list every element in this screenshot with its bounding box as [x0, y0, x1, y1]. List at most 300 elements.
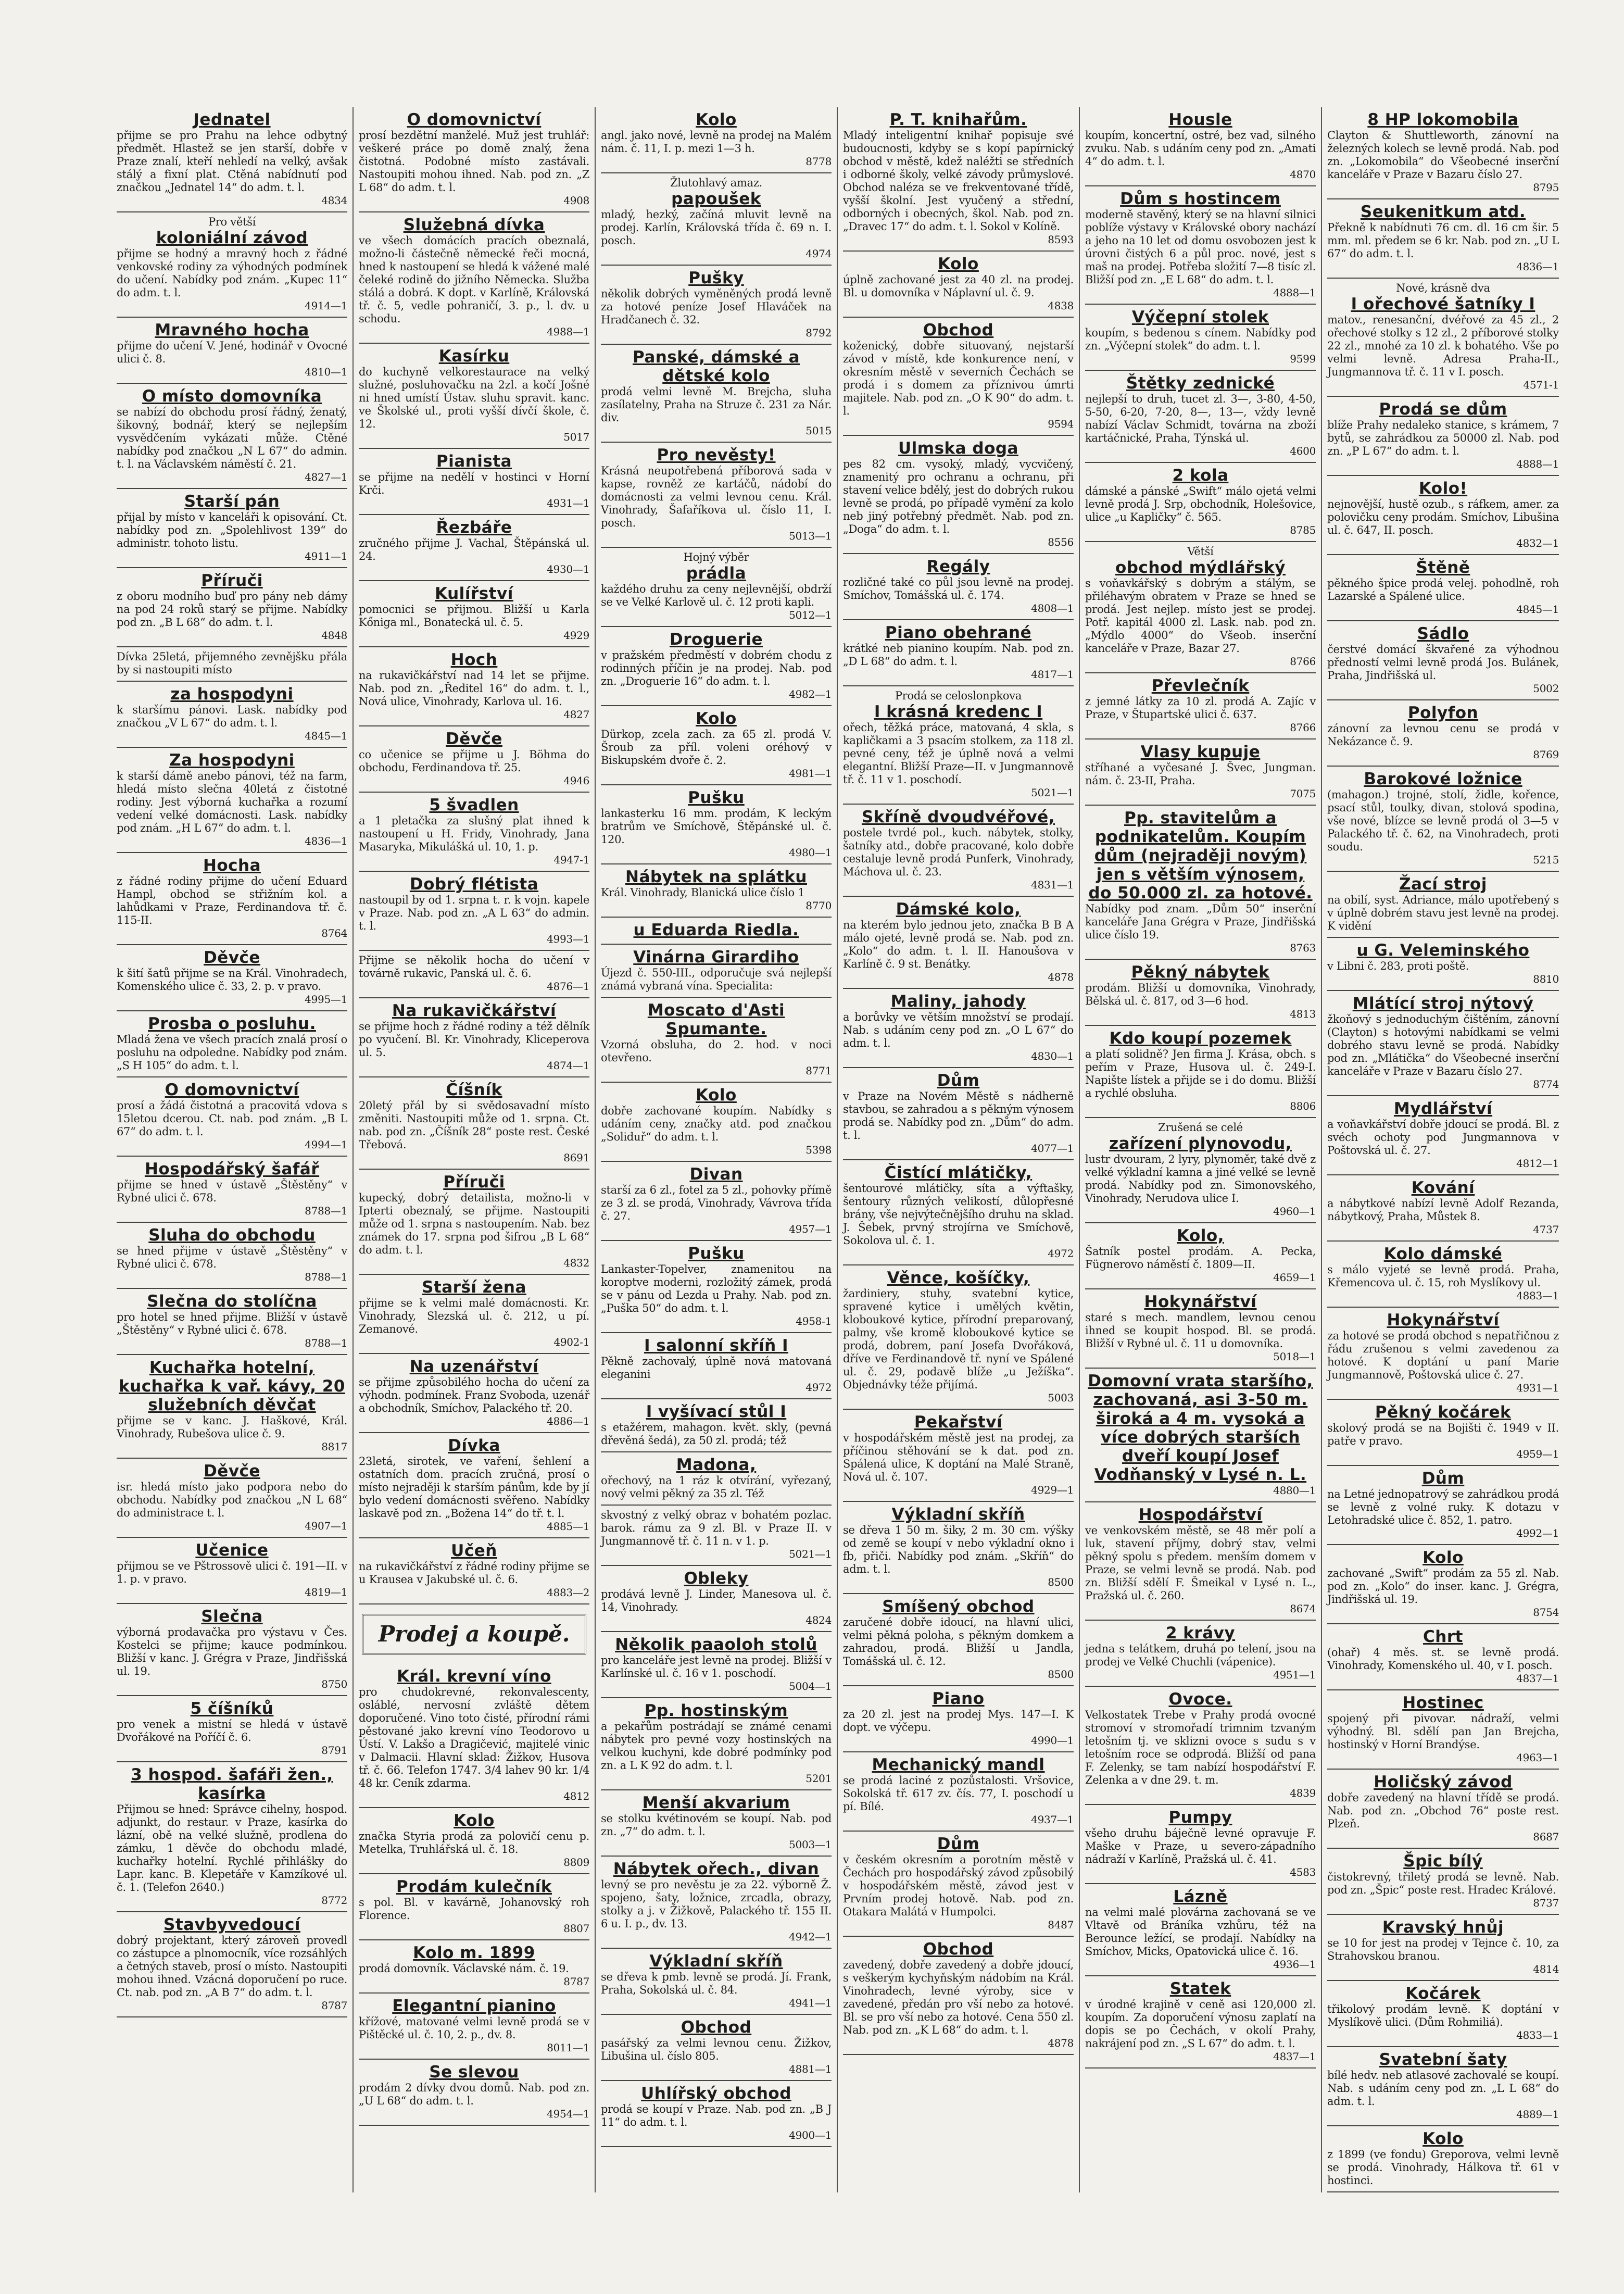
ad-text: v českém okresním a porotním městě v Čechách pro hospodářský závod způsobilý v hospodářském městě, závod jest v Prvním prodej hotově. Nab. pod zn. Otakara Malátá v Humpolci.	[843, 1853, 1074, 1918]
ad-heading: Dům s hostincem	[1120, 190, 1281, 208]
ad-heading: Hoch	[450, 650, 498, 669]
ad-reference-number: 5018—1	[1273, 1350, 1316, 1363]
classified-ad	[359, 1874, 589, 1940]
ad-heading: Několik paaoloh stolů	[615, 1635, 817, 1654]
classified-ad	[117, 1011, 347, 1077]
ad-heading: I ořechové šatníky I	[1351, 295, 1535, 314]
classified-ad	[117, 1604, 347, 1696]
ad-text: bílé hedv. neb atlasové zachovalé se koupí. Nab. s udáním ceny pod zn. „L L 68“ do adm. t. l.	[1327, 2069, 1559, 2108]
ad-reference-number: 4814	[1533, 1963, 1559, 1975]
ad-heading: Smíšený obchod	[882, 1597, 1035, 1616]
classified-ad	[1327, 621, 1559, 700]
classified-ad	[601, 945, 832, 998]
classified-ad	[601, 173, 832, 266]
ad-text: žkoňový s jednoduchým čištěním, zánovní (Clayton) s hotovými nabídkami se velmi dobrého stavu levně se prodá. Nabídky pod zn. „Mlátička“ do Všeobecné inserční kanceláře v Praze v Bazaru číslo 27.	[1327, 1013, 1559, 1077]
ad-reference-number: 8785	[1290, 524, 1316, 536]
ad-text: se přijme způsobilého hocha do učení za výhodn. podmínek. Franz Svoboda, uzenář a obchodník, Smíchov, Palackého tř. 20.	[359, 1376, 589, 1414]
classified-ad	[117, 1538, 347, 1604]
column-3	[596, 107, 838, 2192]
classified-ad	[1327, 1624, 1559, 1690]
ad-reference-number: 4963—1	[1516, 1751, 1559, 1764]
classified-ad	[601, 107, 832, 173]
ad-text: a 1 pletačka za slušný plat ihned k nastoupení u H. Fridy, Vinohrady, Jana Masaryka, Mikulášká ul. 10, 1. p.	[359, 814, 589, 853]
ad-reference-number: 4885—1	[547, 1520, 589, 1533]
ad-text: přijme se k velmi malé domácnosti. Kr. Vinohrady, Slezská ul. č. 212, u pí. Zemanové.	[359, 1297, 589, 1335]
classified-ad	[117, 1223, 347, 1289]
ad-heading: Pro nevěsty!	[657, 446, 776, 465]
ad-text: dámské a pánské „Swift“ málo ojetá velmi levně prodá J. Srp, obchodník, Holešovice, ulice „u Kapličky“ č. 565.	[1085, 485, 1316, 523]
classified-ad	[843, 1265, 1074, 1410]
ad-text: s pol. Bl. v kavárně, Johanovský roh Florence.	[359, 1896, 589, 1922]
ad-text: a nábytkové nabízí levně Adolf Rezanda, nábytkový, Praha, Můstek 8.	[1327, 1197, 1559, 1223]
ad-reference-number: 4990—1	[1031, 1734, 1074, 1747]
ad-reference-number: 4836—1	[305, 835, 347, 847]
ad-text: kupecký, dobrý detailista, možno-li v Ipterti obeznalý, se přijme. Nastoupiti může od 1. srpna s nastoupením. Nab. bez známek do 17. srpna pod šifrou „B L 68“ do adm. t. l.	[359, 1192, 589, 1256]
ad-text: Lankaster-Topelver, znamenitou na koroptve moderni, rozložitý zámek, prodá se v pánu od Lezda u Prahy. Nab. pod zn. „Puška 50“ do adm. t. l.	[601, 1263, 832, 1314]
ad-subheading: Větší	[1187, 545, 1214, 558]
ad-reference-number: 4808—1	[1031, 602, 1074, 615]
ad-reference-number: 4817—1	[1031, 668, 1074, 681]
classified-ad	[1085, 1976, 1316, 2069]
classified-ad	[1327, 1175, 1559, 1242]
ad-text: přijme se pro Prahu na lehce odbytný předmět. Hlastež se jen starší, dobře v Praze znalí, kteří nehledí na velký, avšak stálý a fixní plat. Ctěná nabídnutí pod značkou „Jednatel 14“ do adm. t. l.	[117, 129, 347, 194]
ad-heading: Král. krevní víno	[397, 1667, 551, 1686]
classified-ad	[117, 1355, 347, 1459]
ad-reference-number: 4993—1	[547, 933, 589, 945]
ad-reference-number: 8806	[1290, 1100, 1316, 1112]
classified-ad	[601, 2081, 832, 2147]
classified-ad	[359, 515, 589, 581]
classified-ad	[117, 1077, 347, 1157]
ad-heading: Učeň	[451, 1541, 497, 1560]
ad-reference-number: 8487	[1048, 1919, 1074, 1931]
ad-text: lankasterku 16 mm. prodám, K leckým bratrům ve Smíchově, Štěpánské ul. č. 120.	[601, 807, 832, 846]
ad-reference-number: 4981—1	[789, 767, 832, 780]
ad-text: se prodá laciné z pozůstalosti. Vršovice, Sokolská tř. 617 zv. čís. 77, I. poschodí u pí. Bílé.	[843, 1774, 1074, 1813]
classified-ad	[359, 2060, 589, 2126]
ad-heading: Výkladní skříň	[891, 1505, 1025, 1524]
ad-reference-number: 8787	[563, 1975, 589, 1988]
classified-ad	[1327, 1466, 1559, 1545]
classified-ad	[117, 945, 347, 1011]
ad-reference-number: 8771	[805, 1064, 832, 1077]
ad-text: přijme se hodný a mravný hoch z řádné venkovské rodiny za výhodných podmínek do učení. Nabídky pod znám. „Kupec 11“ do adm. t. l.	[117, 247, 347, 299]
classified-ad	[1327, 872, 1559, 938]
ad-text: žardiniery, stuhy, svatební kytice, spravené kytice i umělých květin, kloboukové kytice, přírodní preparovaný, palmy, vše kromě kloboukové kytice se prodá, dobrem, paní Josefa Dvořáková, dříve ve Ferdinandově tř. nyní ve Spálené ul. č. 29, podavě blíže „u Ježíška“. Objednávky téže přijímá.	[843, 1287, 1074, 1391]
ad-heading: Pp. stavitelům a podnikatelům. Koupím dům (nejraději novým) jen s větším výnosem, do 50.000 zl. za hotové.	[1088, 809, 1313, 902]
classified-ad	[359, 951, 589, 998]
ad-text: přijme do učení V. Jené, hodinář v Ovocné ulici č. 8.	[117, 340, 347, 365]
ad-reference-number: 4959—1	[1516, 1448, 1559, 1460]
classified-ad	[1327, 1915, 1559, 1981]
ad-heading: Slečna	[201, 1607, 263, 1626]
classified-ad	[601, 443, 832, 548]
ad-heading: Seukenitkum atd.	[1360, 203, 1526, 221]
ad-text: Újezd č. 550-III., odporučuje svá nejlepší známá vybraná vína. Specialita:	[601, 967, 832, 992]
ad-reference-number: 8810	[1533, 973, 1559, 985]
classified-ad	[601, 1083, 832, 1162]
ad-reference-number: 4946	[563, 774, 589, 787]
ad-heading: Příruči	[201, 571, 263, 590]
ad-heading: Děvče	[204, 948, 260, 967]
ad-heading: O domovnictví	[407, 110, 542, 129]
classified-ad	[601, 1566, 832, 1632]
ad-heading: Madona,	[676, 1456, 757, 1474]
ad-heading: Holičský závod	[1374, 1773, 1513, 1791]
ad-reference-number: 4830—1	[1031, 1050, 1074, 1062]
ad-heading: Dům	[937, 1071, 980, 1090]
ad-reference-number: 5012—1	[789, 609, 832, 621]
ad-text: čistokrevný, třiletý prodá se levně. Nab. pod zn. „Špic“ poste rest. Hradec Králové.	[1327, 1871, 1559, 1896]
ad-text: Clayton & Shuttleworth, zánovní na železných kolech se levně prodá. Nab. pod zn. „Lokomobila“ do Všeobecné inserční kanceláře v Praze v Bazaru číslo 27.	[1327, 129, 1559, 181]
ad-reference-number: 4876—1	[547, 980, 589, 993]
ad-text: dobře zachované koupím. Nabídky s udáním ceny, značky atd. pod značkou „Soliduř“ do adm. t. l.	[601, 1105, 832, 1143]
ad-heading: Kolo	[696, 110, 737, 129]
ad-heading: Dobrý flétista	[409, 875, 539, 894]
ad-heading: Mravného hocha	[155, 321, 309, 340]
ad-text: ve venkovském městě, se 48 měr polí a luk, stavení příjmy, dobrý stav, velmi pěkný spolu s předem. menším domem v Praze, se velmi levně se prodá. Nab. pod zn. Bližší sdělí F. Šmeikal v Lysé n. L., Pražská ul. č. 260.	[1085, 1524, 1316, 1602]
classified-ad	[1085, 739, 1316, 806]
ad-text: a pekařům postrádají se známé cenami nábytek pro pevné vozy hostinských na velkou kuchyni, kde dobré podmínky pod zn. a L K 92 do adm. t. l.	[601, 1720, 832, 1772]
ad-reference-number: 4812	[563, 1790, 589, 1802]
classified-ad	[843, 554, 1074, 620]
ad-text: za hotové se prodá obchod s nepatřičnou z řádu zrušenou s velmi zavedenou za hotové. K doptání u paní Marie Jungmannově, Poštovská ulice č. 27.	[1327, 1330, 1559, 1381]
classified-ad	[843, 686, 1074, 805]
ad-heading: Čistící mlátičky,	[884, 1163, 1033, 1182]
ad-reference-number: 4951—1	[1273, 1669, 1316, 1681]
ad-reference-number: 4947-1	[553, 854, 589, 866]
classified-ad	[601, 1452, 832, 1506]
ad-reference-number: 8593	[1048, 233, 1074, 246]
ad-text: ořechový, na 1 ráz k otvírání, vyřezaný, nový velmi pěkný za 35 zl. Též	[601, 1474, 832, 1500]
classified-ad	[117, 1696, 347, 1762]
ad-text: v pražském předměstí v dobrém chodu z rodinných příčin je na prodej. Nab. pod zn. „Droguerie 16“ do adm. t. l.	[601, 649, 832, 687]
ad-text: s voňavkářský s dobrým a stálým, se přiléhavým obratem v Praze se hned se prodá. Jest nejlep. místo jest se prodej. Potř. kapitál 4000 zl. Lask. nab. pod zn. „Mýdlo 4000“ do Všeob. inserční kanceláře v Praze, Bazar 27.	[1085, 577, 1316, 655]
classified-ad	[117, 318, 347, 384]
classified-ad	[117, 1459, 347, 1538]
ad-heading: Sluha do obchodu	[148, 1226, 316, 1245]
ad-heading: Kolo	[938, 255, 979, 273]
ad-text: a voňavkářství dobře jdoucí se prodá. Bl. z svéch ochoty pod Jungmannova v Poštovská ul. č. 27.	[1327, 1118, 1559, 1157]
classified-ad	[117, 1157, 347, 1223]
ad-text: na Letné jednopatrový se zahrádkou prodá se levně z volné ruky. K dotazu v Letohradské ulice č. 852, 1. patro.	[1327, 1488, 1559, 1526]
ad-subheading: Hojný výběr	[683, 551, 749, 563]
ad-reference-number: 9599	[1290, 353, 1316, 365]
ad-reference-number: 8500	[1048, 1668, 1074, 1681]
ad-reference-number: 8774	[1533, 1078, 1559, 1090]
ad-heading: Kuchařka hotelní, kuchařka k vař. kávy, 20 služebních děvčat	[119, 1358, 345, 1414]
ad-reference-number: 4911—1	[305, 550, 347, 562]
classified-ad	[117, 853, 347, 945]
ad-reference-number: 4883—2	[547, 1586, 589, 1599]
ad-text: ve všech domácích pracích obeznalá, možno-li částečně německé řeči mocná, hned k nastoupení se hledá k vážené malé čeleké rodině do jižního Německa. Služba stálá a dobrá. K dopt. v Karlíně, Královská tř. č. 5, vedle pohraničí, 3. p., l. dv. u schodu.	[359, 234, 589, 325]
classified-ad	[117, 1912, 347, 2017]
ad-reference-number: 5004—1	[789, 1680, 832, 1693]
ad-reference-number: 8770	[805, 899, 832, 912]
classified-ad	[843, 989, 1074, 1068]
ad-heading: Regály	[926, 557, 990, 576]
classified-ad	[1327, 199, 1559, 279]
ad-heading: Kování	[1411, 1179, 1475, 1197]
classified-ad	[1327, 938, 1559, 991]
ad-reference-number: 5215	[1533, 854, 1559, 866]
ad-heading: Moscato d'Asti Spumante.	[647, 1001, 785, 1038]
ad-reference-number: 5015	[805, 424, 832, 437]
ad-text: pěkného špice prodá velej. pohodlně, roh Lazarské a Spálené ulice.	[1327, 577, 1559, 603]
ad-reference-number: 4834	[321, 194, 347, 207]
ad-heading: 5 číšníků	[190, 1699, 274, 1718]
ad-reference-number: 4988—1	[547, 325, 589, 338]
ad-text: a platí solidně? Jen firma J. Krása, obch. s peřím v Praze, Husova ul. č. 249-I. Napište lístek a přijde se i do domu. Bližší a rychlé obsluha.	[1085, 1048, 1316, 1099]
ad-text: v hospodářském městě jest na prodej, za příčinou stěhování se k dat. pod zn. Spálená ulice, K doptání na Malé Straně, Nová ul. č. 107.	[843, 1432, 1074, 1483]
ad-text: 23letá, sirotek, ve vaření, šehlení a ostatních dom. pracích zručná, prosí o místo nejraději k starším pánům, kde by jí bylo vedení domácnosti svěřeno. Nabídky laskavě pod zn. „Božena 14“ do tř. t. l.	[359, 1455, 589, 1520]
ad-heading: Kolo	[696, 1086, 737, 1105]
ad-heading: Příruči	[443, 1173, 505, 1192]
ad-reference-number: 8807	[563, 1922, 589, 1935]
ad-text: každého druhu za ceny nejlevnější, obdrží se ve Velké Karlově ul. č. 12 proti kapli.	[601, 583, 832, 608]
ad-text: 20letý přál by si svědosavadní místo změniti. Nastoupiti může od 1. srpna. Ct. nab. pod zn. „Číšník 28“ poste rest. České Třebová.	[359, 1099, 589, 1151]
ad-subheading: Prodá se celoslonpkova	[895, 690, 1022, 702]
classified-ad	[117, 682, 347, 748]
ad-reference-number: 4929—1	[1031, 1484, 1074, 1496]
ad-heading: Sádlo	[1417, 624, 1469, 643]
ad-heading: Dům	[1421, 1469, 1465, 1488]
ad-heading: Kolo	[696, 709, 737, 728]
ad-text: prodá velmi levně M. Brejcha, sluha zasílatelny, Praha na Struze č. 231 za Nár. div.	[601, 385, 832, 424]
classified-ad	[1327, 700, 1559, 767]
ad-reference-number: 4883—1	[1516, 1289, 1559, 1302]
classified-ad	[1085, 1026, 1316, 1118]
ad-text: Mladý inteligentní knihař popisuje své budoucnosti, kdyby se s kopí papírnický obchod v městě, kdež naléžti se středních i odborné školy, velké závody průmyslové. Obchod naléza se ve frekventované třídě, vyšší školní. Jest vyučený a střední, odborných i obecných, škol. Nab. pod zn. „Dravec 17“ do adm. t. l. Sokol v Kolíně.	[843, 129, 1074, 233]
ad-text: zaručené dobře idoucí, na hlavní ulici, velmi pěkná poloha, s pěkným domkem a zahradou, prodá. Bližší u Jandla, Tomášská ul. č. 12.	[843, 1616, 1074, 1668]
classified-ad	[359, 872, 589, 951]
ad-text: dobrý projektant, který zároveň provedl co zástupce a plnomocník, více rozsáhlých a četných staveb, prosí o místo. Nastoupiti mohou ihned. Vzácná doporučení po ruce. Ct. nab. pod zn. „A B 7“ do adm. t. l.	[117, 1934, 347, 1999]
ad-reference-number: 8791	[321, 1744, 347, 1757]
ad-reference-number: 4941—1	[789, 1997, 832, 2009]
ad-text: křížové, matované velmi levně prodá se v Pištěcké ul. č. 10, 2. p., dv. 8.	[359, 2015, 589, 2041]
ad-heading: papoušek	[671, 190, 761, 208]
ad-text: několik dobrých vyměněných prodá levně za hotové peníze Josef Hlaváček na Hradčanech č. 32.	[601, 287, 832, 326]
ad-heading: Dům	[937, 1835, 980, 1853]
ad-text: úplně zachované jest za 40 zl. na prodej. Bl. u domovníka v Náplavní ul. č. 9.	[843, 273, 1074, 299]
ad-reference-number: 4845—1	[1516, 603, 1559, 616]
classified-ad	[359, 1664, 589, 1808]
classified-ad	[843, 1160, 1074, 1265]
ad-heading: Domovní vrata staršího, zachovaná, asi 3-50 m. široká a 4 m. vysoká a více dobrých starších dveří koupí Josef Vodňanský v Lysé n. L.	[1088, 1372, 1313, 1484]
ad-reference-number: 4974	[805, 247, 832, 260]
ad-reference-number: 4077—1	[1031, 1142, 1074, 1155]
ad-text: co učenice se přijme u J. Böhma do obchodu, Ferdinandova tř. 25.	[359, 748, 589, 774]
ad-reference-number: 5013—1	[789, 530, 832, 542]
ad-heading: Se slevou	[429, 2063, 519, 2082]
ad-text: Velkostatek Trebe v Prahy prodá ovocné stromoví v stromořadí trimnim tzvaným letošním tj. ve sklizni ovoce s sudu s v letošním roce se odprodá. Bližší od pana F. Zelenky, se tam nabízí hospodářství F. Zelenka a v dne 29. t. m.	[1085, 1709, 1316, 1786]
classified-ad	[1085, 806, 1316, 960]
classified-ad	[601, 266, 832, 345]
classified-ad	[843, 1502, 1074, 1594]
ad-heading: Obleky	[684, 1569, 749, 1588]
ad-reference-number: 4819—1	[305, 1586, 347, 1598]
classified-ad	[117, 647, 347, 682]
ad-reference-number: 8769	[1533, 748, 1559, 761]
ad-heading: Kočárek	[1405, 1984, 1481, 2003]
ad-text: (mahagon.) trojné, stolí, židle, kořence, psací stůl, toulky, divan, stolová spodina, vše nové, blízce se levně prodá ol 3—5 v Palackého tř. č. 62, na Vinohradech, proti soudu.	[1327, 788, 1559, 853]
ad-text: lustr dvouram, 2 lyry, plynoměr, také dvě z velké výkladní kamna a jiné velké se levně prodá. Nabídky pod zn. Simonovského, Vinohrady, Nerudova ulice I.	[1085, 1153, 1316, 1205]
ad-heading: Kolo,	[1177, 1226, 1224, 1245]
classified-ad	[1085, 1687, 1316, 1805]
ad-text: pasářský za velmi levnou cenu. Žižkov, Libušina ul. číslo 805.	[601, 2037, 832, 2062]
ad-heading: Pěkný nábytek	[1131, 963, 1270, 982]
ad-heading: Prodám kulečník	[396, 1877, 552, 1896]
ad-reference-number: 5003	[1048, 1392, 1074, 1404]
classified-ad	[601, 1399, 832, 1452]
ad-text: prosí a žádá čistotná a pracovitá vdova s 15letou dcerou. Ct. nab. pod znám. „B L 67“ do adm. t. l.	[117, 1099, 347, 1138]
ad-heading: koloniální závod	[156, 229, 308, 247]
ad-heading: Kolo	[1422, 1548, 1464, 1567]
classified-ad	[601, 627, 832, 706]
ad-reference-number: 4958-1	[796, 1315, 832, 1327]
ad-reference-number: 8011—1	[547, 2041, 589, 2054]
classified-ad	[601, 864, 832, 918]
ad-heading: Obchod	[681, 2018, 752, 2037]
ad-reference-number: 4737	[1533, 1223, 1559, 1236]
ad-text: prodám. Bližší u domovníka, Vinohrady, Bělská ul. č. 817, od 3—6 hod.	[1085, 982, 1316, 1007]
ad-heading: Pumpy	[1168, 1808, 1232, 1827]
ad-heading: Dámské kolo,	[896, 900, 1021, 919]
classified-ad	[1327, 279, 1559, 397]
ad-heading: Číšník	[446, 1081, 502, 1099]
ad-heading: Menší akvarium	[642, 1794, 790, 1812]
ad-heading: 3 hospod. šafáři žen., kasírka	[131, 1765, 333, 1803]
ad-heading: Kulířství	[435, 584, 513, 603]
ad-reference-number: 9594	[1048, 418, 1074, 430]
ad-reference-number: 5398	[805, 1144, 832, 1156]
classified-ad	[359, 344, 589, 449]
ad-reference-number: 4907—1	[305, 1520, 347, 1532]
classified-ad	[359, 1170, 589, 1275]
ad-heading: Řezbáře	[436, 518, 512, 537]
classified-ad	[1327, 555, 1559, 621]
ad-heading: Stavbyvedoucí	[163, 1915, 300, 1934]
ad-text: angl. jako nové, levně na prodej na Malém nám. č. 11, I. p. mezi 1—3 h.	[601, 129, 832, 155]
ad-reference-number: 5002	[1533, 682, 1559, 695]
ad-heading: Učenice	[195, 1541, 269, 1560]
ad-heading: Mechanický mandl	[872, 1756, 1045, 1774]
ad-heading: Služebná dívka	[403, 216, 545, 234]
ad-reference-number: 4992—1	[1516, 1527, 1559, 1539]
ad-reference-number: 8778	[805, 155, 832, 168]
ad-heading: za hospodyni	[170, 685, 294, 704]
ad-heading: Kdo koupí pozemek	[1109, 1029, 1292, 1048]
ad-reference-number: 4845—1	[305, 730, 347, 742]
ad-reference-number: 5017	[563, 431, 589, 443]
ad-text: na obilí, syst. Adriance, málo upotřebený s v úplně dobrém stavu jest levně na prodej. K vidění	[1327, 894, 1559, 932]
ad-reference-number: 4878	[1048, 971, 1074, 983]
classified-ad	[117, 568, 347, 647]
classified-ad	[601, 1333, 832, 1399]
classified-ad	[359, 1808, 589, 1874]
ad-heading: zařízení plynovodu,	[1109, 1134, 1292, 1153]
ad-heading: Žací stroj	[1399, 875, 1487, 894]
classified-ad	[843, 805, 1074, 897]
ad-text: prosí bezdětní manželé. Muž jest truhlář: veškeré práce po domě znalý, žena čistotná. Podobné místo zastávali. Nastoupiti mohou ihned. Nab. pod zn. „Z L 68“ do adm. t. l.	[359, 129, 589, 194]
ad-subheading: Žlutohlavý amaz.	[670, 177, 762, 189]
classified-ad	[1327, 1096, 1559, 1175]
ad-subheading: Zrušená se celé	[1158, 1121, 1243, 1134]
ad-text: se přijme hoch z řádné rodiny a též dělník po vyučení. Bl. Kr. Vinohrady, Kliceperova ul. 5.	[359, 1020, 589, 1059]
ad-text: Nabídky pod znam. „Dům 50“ inserční kanceláře Jana Grégra v Praze, Jindřišská ulice číslo 19.	[1085, 902, 1316, 941]
ad-reference-number: 4889—1	[1516, 2108, 1559, 2121]
ad-text: všeho druhu báječně levné opravuje F. Maške v Praze, u severo-západního nádraží v Karlíně, Pražská ul. č. 41.	[1085, 1827, 1316, 1865]
ad-heading: Věnce, košíčky,	[887, 1269, 1030, 1287]
ad-reference-number: 4888—1	[1273, 286, 1316, 299]
column-5	[1080, 107, 1322, 2192]
ad-text: zavedený, dobře zavedený a dobře jdoucí, s veškerým kychyňským nádobím na Král. Vinohradech, levné výroby, sice v zavedené, předán pro vší nebo za hotové. Bl. se pro vší nebo za hotové. Cena 550 zl. Nab. pod zn. „K L 68“ do adm. t. l.	[843, 1959, 1074, 2036]
ad-heading: Pušku	[688, 1244, 745, 1263]
classified-ad	[843, 1752, 1074, 1832]
ad-reference-number: 4908	[563, 194, 589, 207]
classified-ad	[1085, 1223, 1316, 1289]
ad-text: výborná prodavačka pro výstavu v Čes. Kostelci se přijme; kauce podmínkou. Bližší v kanc. J. Grégra v Praze, Jindřišská ul. 19.	[117, 1626, 347, 1677]
classified-columns	[111, 107, 1564, 2187]
classified-ad	[1085, 186, 1316, 305]
classified-ad	[1327, 1690, 1559, 1770]
classified-ad	[359, 1538, 589, 1604]
classified-ad	[1327, 1770, 1559, 1849]
ad-text: pro hotel se hned přijme. Bližší v ústavě „Štěstěny“ v Rybné ulici č. 678.	[117, 1311, 347, 1336]
ad-heading: O místo domovníka	[142, 387, 322, 406]
ad-heading: Kravský hnůj	[1382, 1918, 1504, 1937]
ad-text: starší za 6 zl., fotel za 5 zl., pohovky přímě ze 3 zl. se prodá, Vinohrady, Vávrova třída č. 27.	[601, 1184, 832, 1222]
ad-heading: Mlátící stroj nýtový	[1352, 994, 1534, 1013]
ad-reference-number: 4995—1	[305, 993, 347, 1006]
ad-heading: Piano obehrané	[885, 623, 1032, 642]
classified-ad	[1085, 371, 1316, 463]
classified-ad	[359, 1077, 589, 1170]
ad-heading: Na rukavičkářství	[392, 1001, 557, 1020]
ad-reference-number: 8766	[1290, 655, 1316, 668]
classified-ad	[1327, 2126, 1559, 2192]
ad-reference-number: 4972	[805, 1381, 832, 1394]
ad-reference-number: 5021—1	[1031, 786, 1074, 799]
ad-text: přijmou se ve Pštrossově ulici č. 191—II. v 1. p. v pravo.	[117, 1560, 347, 1585]
classified-ad	[1085, 1805, 1316, 1884]
ad-heading: prádla	[686, 564, 747, 583]
ad-text: Přijme se několik hocha do učení v továrně rukavic, Panská ul. č. 6.	[359, 954, 589, 980]
classified-ad	[601, 1698, 832, 1790]
ad-text: pomocnici se přijmou. Bližší u Karla Kőniga ml., Bonatecká ul. č. 5.	[359, 603, 589, 629]
classified-ad	[601, 1632, 832, 1698]
ad-text: dobře zavedený na hlavní třídě se prodá. Nab. pod zn. „Obchod 76“ poste rest. Plzeň.	[1327, 1791, 1559, 1830]
ad-text: přijme se v kanc. J. Haškové, Král. Vinohrady, Rubešova ulice č. 9.	[117, 1414, 347, 1440]
ad-heading: Droguerie	[669, 630, 763, 649]
ad-reference-number: 8788—1	[305, 1271, 347, 1283]
ad-text: staré s mech. mandlem, levnou cenou ihned se koupit hospod. Bl. se prodá. Bližší v Rybné ul. č. 11 u domovníka.	[1085, 1311, 1316, 1350]
ad-text: pro venek a mistní se hledá v ústavě Dvořákové na Poříčí č. 6.	[117, 1718, 347, 1744]
ad-heading: Pekařství	[914, 1413, 1003, 1432]
ad-reference-number: 4833—1	[1516, 2029, 1559, 2041]
classified-ad	[1085, 960, 1316, 1026]
classified-ad	[843, 1937, 1074, 2055]
ad-heading: Mydlářství	[1393, 1099, 1493, 1118]
classified-ad	[843, 436, 1074, 554]
ad-reference-number: 4960—1	[1273, 1205, 1316, 1218]
classified-ad	[1327, 476, 1559, 555]
ad-text: se hned přijme v ústavě „Štěstěny“ v Rybné ulici č. 678.	[117, 1245, 347, 1270]
ad-reference-number: 4914—1	[305, 299, 347, 312]
ad-text: prodám 2 dívky dvou domů. Nab. pod zn. „U L 68“ do adm. t. l.	[359, 2082, 589, 2107]
ad-heading: Starší žena	[422, 1278, 526, 1297]
classified-ad	[843, 252, 1074, 318]
